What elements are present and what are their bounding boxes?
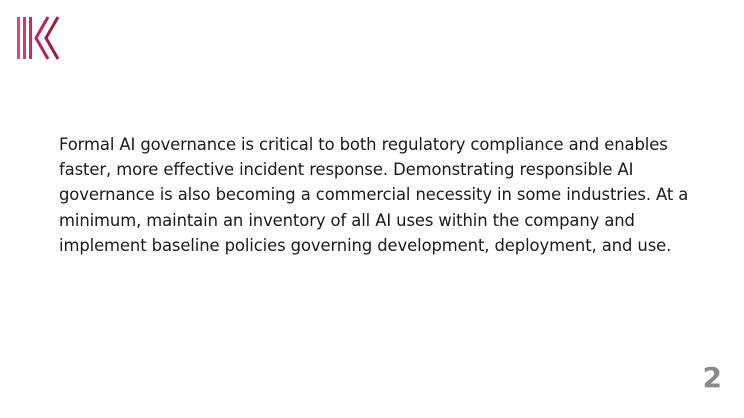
k-monogram-logo-icon [15, 15, 63, 61]
page-number: 2 [702, 361, 722, 394]
body-paragraph: Formal AI governance is critical to both regulatory compliance and enables faster, more effective incident response. Demonstrating responsible AI governance is also becoming a commercial necessity in some industries. At a minimum, maintain an inventory of all AI uses within the company and implement baseline policies governing development, deployment, and use. [59, 135, 689, 255]
